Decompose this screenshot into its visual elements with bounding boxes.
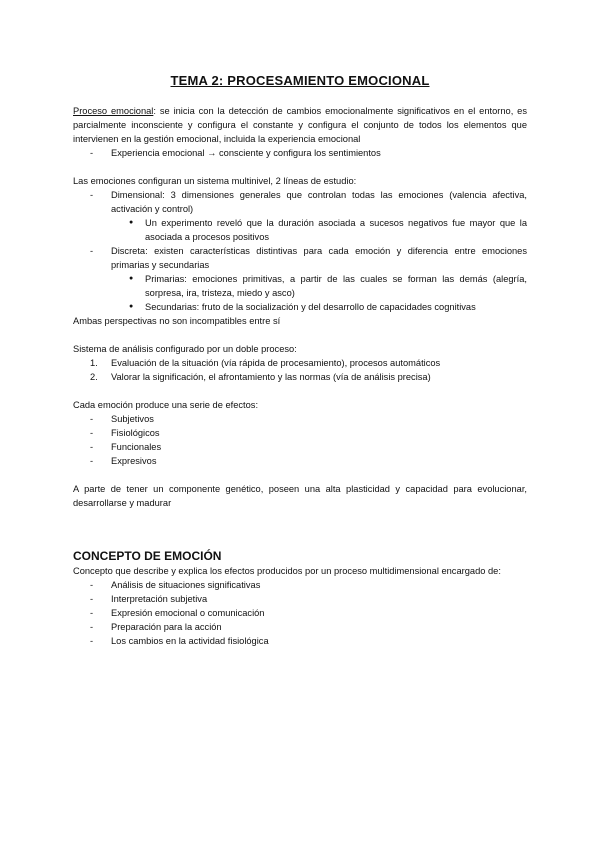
- intro-text: : se inicia con la detección de cambios emocionalmente significativos en el entorno, es parcialmente inconsciente y configura el constante y configura el conjunto de todos los elementos que intervienen en la gestión emocional, incluida la experiencia emocional: [73, 106, 527, 144]
- plasticidad-paragraph: A parte de tener un componente genético, poseen una alta plasticidad y capacidad para evolucionar, desarrollarse y madurar: [73, 484, 527, 508]
- list-item: ● Un experimento reveló que la duración asociada a sucesos negativos fue mayor que la asociada a procesos positivos: [73, 216, 527, 244]
- intro-list: [73, 146, 527, 160]
- list-item: - Expresivos: [73, 454, 527, 468]
- concepto-list: [73, 578, 527, 648]
- multinivel-list-2: [73, 244, 527, 272]
- discreta-sublist: [73, 272, 527, 314]
- list-item-dimensional: [73, 188, 527, 216]
- multinivel-lead: Las emociones configuran un sistema multinivel, 2 líneas de estudio:: [73, 176, 357, 186]
- dimensional-sublist: [73, 216, 527, 244]
- list-item: - Expresión emocional o comunicación: [73, 606, 527, 620]
- list-item: ● Secundarias: fruto de la socialización y del desarrollo de capacidades cognitivas: [73, 300, 527, 314]
- document-page: [73, 72, 527, 648]
- list-item: - Interpretación subjetiva: [73, 592, 527, 606]
- list-item: ● Primarias: emociones primitivas, a partir de las cuales se forman las demás (alegría, sorpresa, ira, tristeza, miedo y asco): [73, 272, 527, 300]
- multinivel-list: [73, 188, 527, 216]
- efectos-list: [73, 412, 527, 468]
- analisis-lead: Sistema de análisis configurado por un doble proceso:: [73, 344, 297, 354]
- page-title: TEMA 2: PROCESAMIENTO EMOCIONAL: [170, 73, 430, 88]
- efectos-lead: Cada emoción produce una serie de efectos:: [73, 400, 259, 410]
- analisis-list: [73, 356, 527, 384]
- multinivel-closing: Ambas perspectivas no son incompatibles entre sí: [73, 316, 281, 326]
- list-item: - Funcionales: [73, 440, 527, 454]
- list-item: - Fisiológicos: [73, 426, 527, 440]
- list-item: - Preparación para la acción: [73, 620, 527, 634]
- list-item-discreta: - Discreta: existen características distintivas para cada emoción y diferencia entre emociones primarias y secundarias: [73, 244, 527, 272]
- dimensional-text: Dimensional: 3 dimensiones generales que controlan todas las emociones (valencia afectiva, activación y control): [111, 190, 527, 214]
- list-item: 2. Valorar la significación, el afrontamiento y las normas (vía de análisis precisa): [90, 372, 431, 382]
- list-item: - Los cambios en la actividad fisiológica: [73, 634, 527, 648]
- list-item: - Subjetivos: [73, 412, 527, 426]
- concepto-text: Concepto que describe y explica los efectos producidos por un proceso multidimensional encargado de:: [73, 566, 501, 576]
- intro-term: Proceso emocional: [73, 106, 154, 116]
- section-heading: CONCEPTO DE EMOCIÓN: [73, 549, 222, 563]
- list-item: - Análisis de situaciones significativas: [73, 578, 527, 592]
- list-item: - Experiencia emocional → consciente y configura los sentimientos: [73, 146, 527, 160]
- intro-paragraph: [73, 104, 527, 146]
- list-item: 1. Evaluación de la situación (vía rápida de procesamiento), procesos automáticos: [90, 358, 441, 368]
